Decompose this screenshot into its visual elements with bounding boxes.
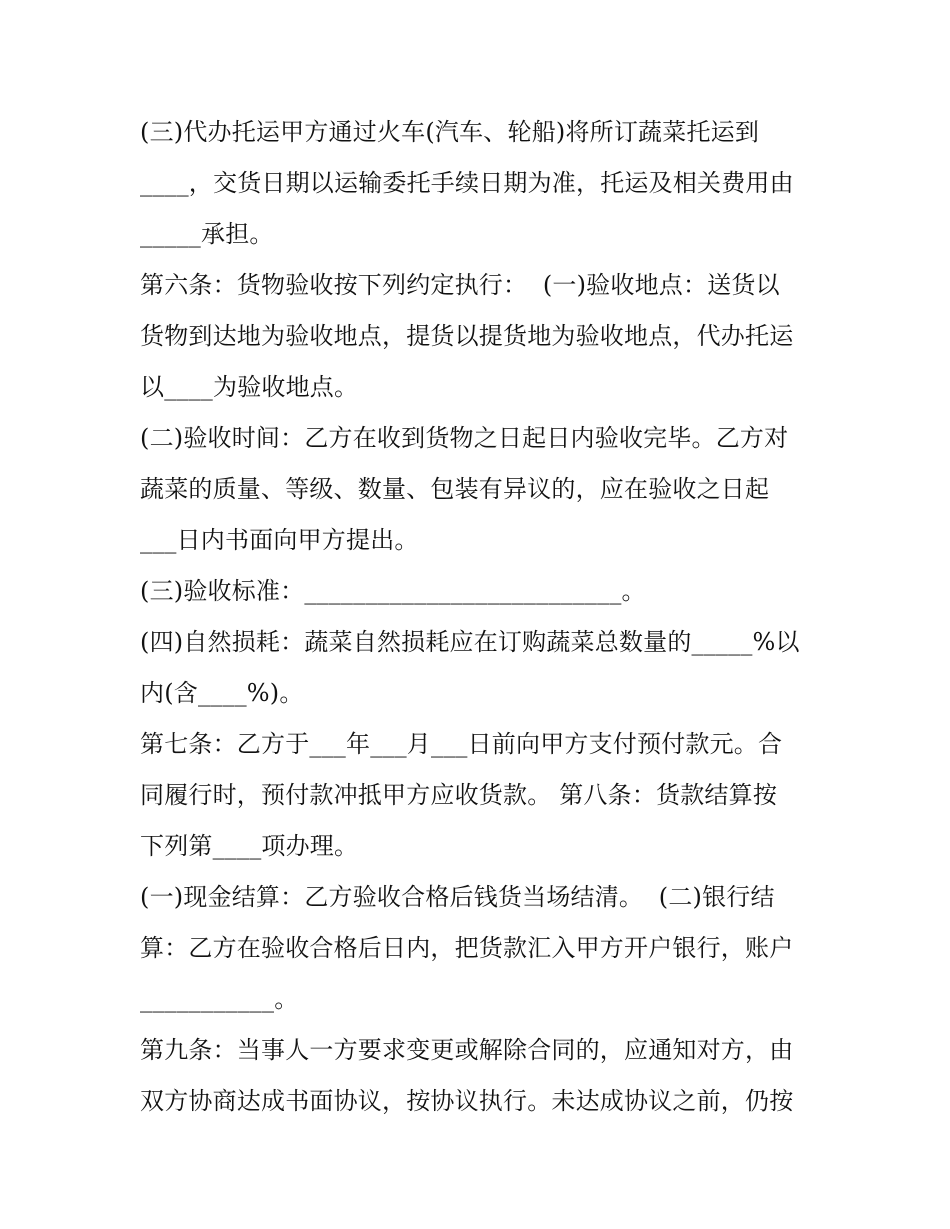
text-line: 第九条：当事人一方要求变更或解除合同的，应通知对方，由 <box>140 1036 794 1064</box>
text-line: 第六条：货物验收按下列约定执行： (一)验收地点：送货以 <box>140 271 780 299</box>
text-line: (二)验收时间：乙方在收到货物之日起日内验收完毕。乙方对 <box>140 424 789 452</box>
text-line: _____承担。 <box>140 220 274 248</box>
text-line: (四)自然损耗：蔬菜自然损耗应在订购蔬菜总数量的_____%以 <box>140 628 800 656</box>
text-line: (三)代办托运甲方通过火车(汽车、轮船)将所订蔬菜托运到 <box>140 118 760 146</box>
text-line: 算：乙方在验收合格后日内，把货款汇入甲方开户银行，账户 <box>140 934 794 962</box>
text-line: 货物到达地为验收地点，提货以提货地为验收地点，代办托运 <box>140 322 794 350</box>
text-line: 下列第____项办理。 <box>140 832 359 860</box>
text-line: 蔬菜的质量、等级、数量、包装有异议的，应在验收之日起 <box>140 475 770 503</box>
text-line: ___日内书面向甲方提出。 <box>140 526 419 554</box>
text-line: (一)现金结算：乙方验收合格后钱货当场结清。 (二)银行结 <box>140 883 775 911</box>
text-line: 同履行时，预付款冲抵甲方应收货款。 第八条：货款结算按 <box>140 781 778 809</box>
text-line: 以____为验收地点。 <box>140 373 359 401</box>
text-line: 内(含____%)。 <box>140 679 304 707</box>
text-line: (三)验收标准：__________________________。 <box>140 577 646 605</box>
text-line: 第七条：乙方于___年___月___日前向甲方支付预付款元。合 <box>140 730 783 758</box>
text-line: ___________。 <box>140 985 299 1013</box>
document-body <box>140 107 820 1127</box>
text-line: 双方协商达成书面协议，按协议执行。未达成协议之前，仍按 <box>140 1087 794 1115</box>
text-line: ____，交货日期以运输委托手续日期为准，托运及相关费用由 <box>140 169 794 197</box>
